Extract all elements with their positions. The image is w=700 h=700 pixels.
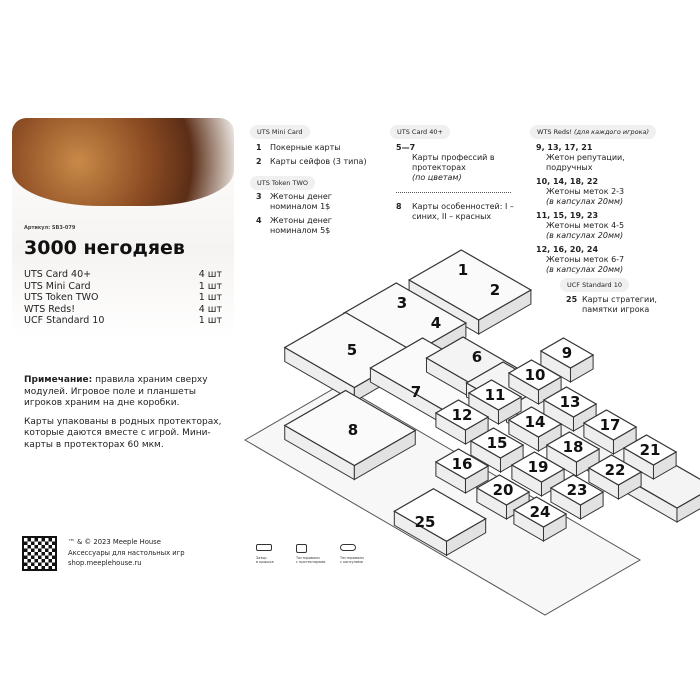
- compartment-number-7: 7: [410, 383, 422, 401]
- tag-ucf-standard-10: UCF Standard 10: [560, 278, 629, 292]
- product-title: 3000 негодяев: [24, 237, 185, 259]
- item-note: (по цветам): [412, 173, 462, 182]
- shop-link[interactable]: shop.meeplehouse.ru: [68, 559, 142, 567]
- item-name: UCF Standard 10: [24, 315, 105, 327]
- item-number: 1: [256, 143, 262, 152]
- legend-label: с капсулами: [340, 560, 363, 564]
- note-label: Примечание:: [24, 375, 93, 385]
- legend-label: Тестировали: [340, 556, 364, 560]
- compartment-number-13: 13: [559, 393, 581, 411]
- compartment-number-18: 18: [562, 438, 584, 456]
- item-text: Жетоны меток 6-7: [546, 255, 625, 264]
- sleeve-icon: [296, 544, 307, 553]
- compartment-number-17: 17: [599, 416, 621, 434]
- compartment-number-1: 1: [457, 261, 469, 279]
- item-text: Карты стратегии, памятки игрока: [582, 295, 657, 314]
- item-number: 10, 14, 18, 22: [536, 177, 599, 186]
- compartment-number-11: 11: [484, 386, 506, 404]
- tag-text: WTS Reds!: [537, 128, 572, 136]
- legend-lid-gap: [256, 544, 274, 564]
- compartment-number-25: 25: [414, 513, 436, 531]
- copyright: ™ & © 2023 Meeple House: [68, 538, 161, 546]
- item-qty: 4 шт: [198, 269, 222, 280]
- compartment-number-19: 19: [527, 458, 549, 476]
- item-number: 12, 16, 20, 24: [536, 245, 599, 254]
- note-text-2: Карты упакованы в родных протекторах, которые даются вместе с игрой. Мини-карты в протекторах 60 мкм.: [24, 416, 222, 450]
- item-text: Жетоны денег номиналом 1$: [270, 192, 332, 211]
- compartment-number-9: 9: [561, 344, 573, 362]
- legend-label: в крышке: [256, 560, 274, 564]
- compartment-number-8: 8: [347, 421, 359, 439]
- item-text: Жетоны меток 4-5: [546, 221, 625, 230]
- tag-uts-token-two: UTS Token TWO: [250, 176, 315, 190]
- item-number: 11, 15, 19, 23: [536, 211, 599, 220]
- footer: [68, 537, 185, 569]
- item-note: (в капсулах 20мм): [546, 197, 624, 206]
- compartment-number-22: 22: [604, 461, 626, 479]
- tagline: Аксессуары для настольных игр: [68, 548, 185, 557]
- item-text: Жетоны меток 2-3: [546, 187, 625, 196]
- legend-label: с протекторами: [296, 560, 326, 564]
- item-number: 8: [396, 202, 402, 211]
- tag-uts-mini-card: UTS Mini Card: [250, 125, 310, 139]
- tag-uts-card-40: UTS Card 40+: [390, 125, 450, 139]
- legend-label: Зазор: [256, 556, 267, 560]
- compartment-number-10: 10: [524, 366, 546, 384]
- item-text: Карты профессий в протекторах: [412, 153, 495, 172]
- compartment-number-24: 24: [529, 503, 551, 521]
- item-text: Покерные карты: [270, 143, 341, 152]
- item-name: UTS Token TWO: [24, 292, 99, 304]
- note-text: правила храним сверху модулей. Игровое поле и планшеты игроков храним на дне коробки.: [24, 375, 208, 408]
- compartment-number-3: 3: [396, 294, 408, 312]
- legend-sleeves: [296, 544, 325, 564]
- item-qty: 1 шт: [198, 315, 222, 327]
- sku: Артикул: SB3-079: [24, 225, 76, 231]
- item-name: UTS Mini Card: [24, 280, 91, 292]
- item-text: Карты особенностей: I – синих, II – красных: [412, 202, 514, 221]
- item-text: Карты сейфов (3 типа): [270, 157, 367, 166]
- compartment-number-6: 6: [471, 348, 483, 366]
- compartment-number-4: 4: [430, 314, 442, 332]
- compartment-number-23: 23: [566, 481, 588, 499]
- compartment-number-21: 21: [639, 441, 661, 459]
- item-number: 2: [256, 157, 262, 166]
- item-number: 3: [256, 192, 262, 201]
- lid-gap-icon: [256, 544, 272, 551]
- item-text: Жетоны денег номиналом 5$: [270, 216, 332, 235]
- item-qty: 4 шт: [198, 303, 222, 315]
- item-number: 4: [256, 216, 262, 225]
- compartment-number-2: 2: [489, 281, 501, 299]
- item-number: 5—7: [396, 143, 416, 152]
- compartment-number-5: 5: [346, 341, 358, 359]
- compartment-number-12: 12: [451, 406, 473, 424]
- compartment-number-20: 20: [492, 481, 514, 499]
- item-qty: 1 шт: [198, 280, 222, 292]
- item-text: Жетон репутации, подручных: [546, 153, 625, 172]
- capsule-icon: [340, 544, 356, 551]
- item-number: 9, 13, 17, 21: [536, 143, 593, 152]
- item-note: (в капсулах 20мм): [546, 231, 624, 240]
- item-name: UTS Card 40+: [24, 269, 92, 280]
- qr-code: [22, 536, 57, 571]
- item-note: (в капсулах 20мм): [546, 265, 624, 274]
- item-number: 25: [566, 295, 578, 304]
- item-name: WTS Reds!: [24, 303, 76, 315]
- compartment-number-15: 15: [486, 434, 508, 452]
- legend-capsules: [340, 544, 364, 564]
- item-qty: 1 шт: [198, 292, 222, 304]
- legend-label: Тестировали: [296, 556, 320, 560]
- compartment-number-16: 16: [451, 455, 473, 473]
- tag-note: (для каждого игрока): [574, 128, 650, 136]
- compartment-number-14: 14: [524, 413, 546, 431]
